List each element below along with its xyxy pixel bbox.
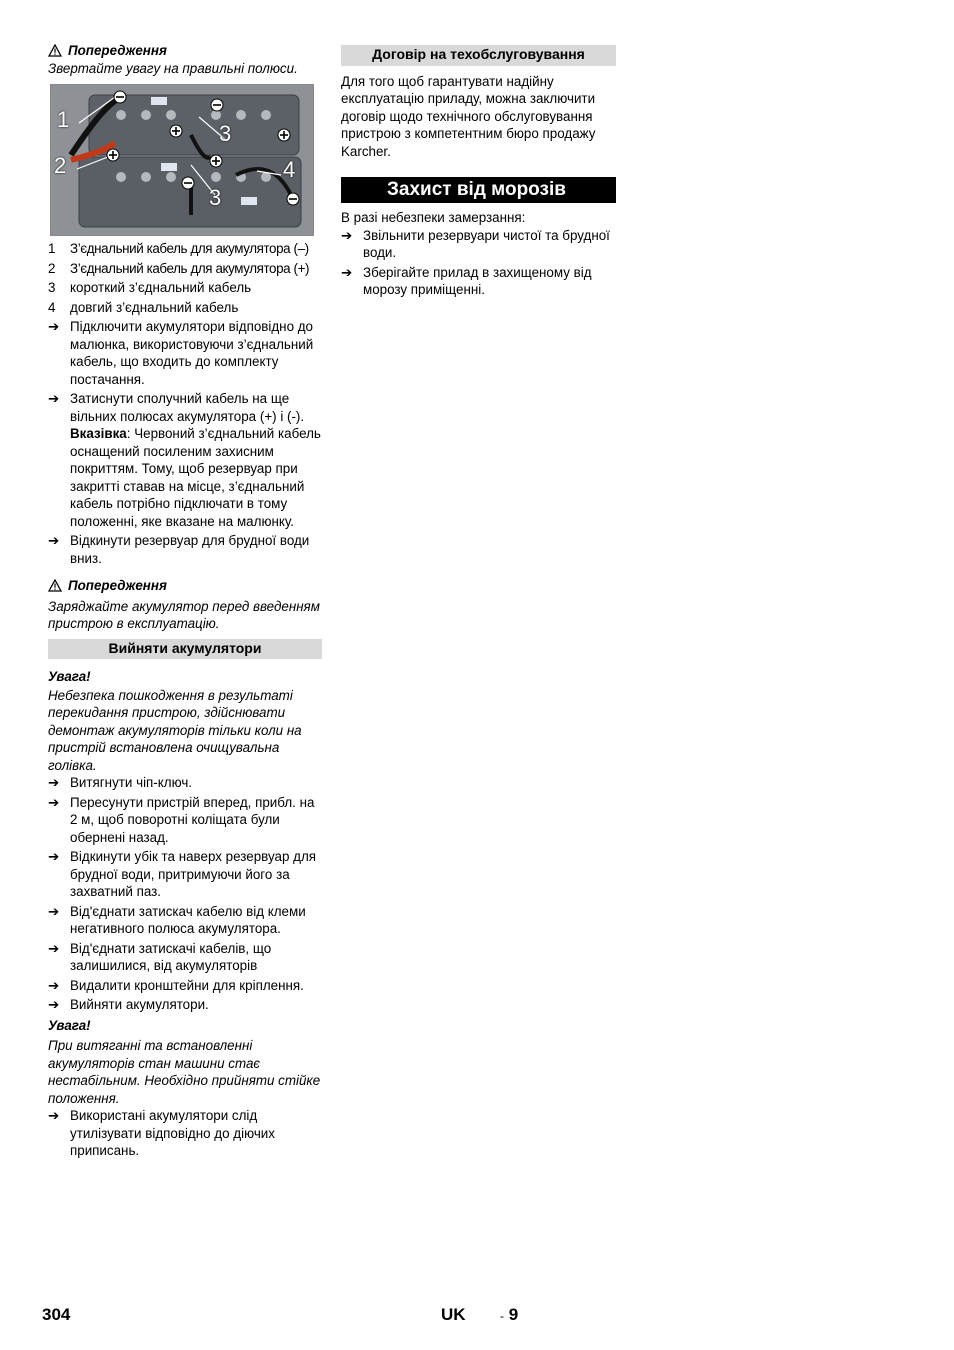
step-item: ➔ Витягнути чіп-ключ. xyxy=(48,775,193,790)
step-item: ➔ Відкинути убік та наверх резервуар для брудної води, притримуючи його за захватний паз. xyxy=(48,849,317,899)
footer-page-number: 304 xyxy=(42,1305,71,1324)
figure-legend xyxy=(48,240,322,316)
arrow-right-icon: ➔ xyxy=(48,1108,60,1123)
legend-item: 4 довгий з’єднальний кабель xyxy=(48,299,239,315)
footer-section-number: - 9 xyxy=(500,1305,519,1324)
figure-label-1: 1 xyxy=(57,107,70,132)
note-text: : Червоний з’єднальний кабель оснащений посиленим захисним покриттям. Тому, щоб резервуар при закритті ставав на місце, з’єднальний кабель потрібно підключати в тому положенні, яке вказане на малюнку. xyxy=(70,426,321,529)
arrow-right-icon: ➔ xyxy=(48,903,60,919)
figure-label-3a: 3 xyxy=(219,121,232,146)
warning-2-title: Попередження xyxy=(68,578,167,593)
arrow-right-icon: ➔ xyxy=(48,977,60,993)
figure-label-3b: 3 xyxy=(209,185,222,210)
section-service-contract: Договір на техобслуговування xyxy=(341,45,616,66)
arrow-right-icon: ➔ xyxy=(48,775,60,790)
service-contract-text: Для того щоб гарантувати надійну експлуатацію приладу, можна заключити договір щодо технічного обслуговування пристрою з компетентним бюро продажу Karcher. xyxy=(341,73,596,159)
arrow-right-icon: ➔ xyxy=(48,794,60,810)
arrow-right-icon: ➔ xyxy=(48,319,60,334)
step-item: ➔ Зберігайте прилад в захищеному від морозу приміщенні. xyxy=(341,264,592,297)
arrow-right-icon: ➔ xyxy=(48,533,60,548)
step-item: ➔ Від'єднати затискач кабелю від клеми негативного полюса акумулятора. xyxy=(48,903,306,936)
warning-1-title-row xyxy=(48,42,322,60)
frost-intro: В разі небезпеки замерзання: xyxy=(341,210,526,225)
legend-item: 1 З’єднальний кабель для акумулятора (–) xyxy=(48,241,309,256)
note-label: Вказівка xyxy=(70,426,127,441)
step-item: ➔ Пересунути пристрій вперед, прибл. на 2 м, щоб поворотні коліщата були обернені назад. xyxy=(48,794,315,845)
section-remove-batteries: Вийняти акумулятори xyxy=(48,639,322,660)
right-column xyxy=(341,45,616,299)
caution-2-text: При витяганні та встановленні акумуляторів стан машини стає нестабільним. Необхідно прийняти стійке положення. xyxy=(48,1038,321,1106)
battery-illustration xyxy=(51,85,313,235)
caution-1-text: Небезпека пошкодження в результаті перекидання пристрою, здійснювати демонтаж акумуляторів тільки коли на пристрій встановлена очищувальна голівка. xyxy=(48,687,302,773)
warning-1-title: Попередження xyxy=(68,43,167,58)
arrow-right-icon: ➔ xyxy=(48,997,60,1012)
warning-triangle-icon xyxy=(48,579,62,592)
warning-2-title-row xyxy=(48,577,322,595)
warning-2-text: Заряджайте акумулятор перед введенням пристрою в експлуатацію. xyxy=(48,598,320,631)
arrow-right-icon: ➔ xyxy=(341,264,353,280)
caution-2-title: Увага! xyxy=(48,1017,91,1033)
step-item: ➔ Відкинути резервуар для брудної води вниз. xyxy=(48,533,310,566)
figure-label-2: 2 xyxy=(54,153,67,178)
figure-label-4: 4 xyxy=(283,157,296,182)
caution-1-title: Увага! xyxy=(48,669,91,684)
step-item: ➔ Звільнити резервуари чистої та брудної води. xyxy=(341,227,610,260)
battery-figure xyxy=(50,84,314,236)
arrow-right-icon: ➔ xyxy=(48,849,60,864)
section-frost-protection: Захист від морозів xyxy=(341,177,616,203)
legend-item: 2 З’єднальний кабель для акумулятора (+) xyxy=(48,260,310,276)
step-item: ➔ Використані акумулятори слід утилізувати відповідно до діючих приписань. xyxy=(48,1108,275,1158)
step-item: ➔ Підключити акумулятори відповідно до малюнка, використовуючи з’єднальний кабель, що входить до комплекту постачання. xyxy=(48,319,314,387)
footer-language: UK xyxy=(441,1305,466,1324)
step-item: ➔ Від'єднати затискачі кабелів, що залишилися, від акумуляторів xyxy=(48,940,272,973)
arrow-right-icon: ➔ xyxy=(341,227,353,243)
legend-item: 3 короткий з’єднальний кабель xyxy=(48,280,252,295)
step-item: ➔ Вийняти акумулятори. xyxy=(48,997,209,1012)
arrow-right-icon: ➔ xyxy=(48,940,60,956)
left-column xyxy=(48,42,322,1160)
step-item: ➔ Видалити кронштейни для кріплення. xyxy=(48,977,304,993)
step-item: ➔ Затиснути сполучний кабель на ще вільних полюсах акумулятора (+) і (-). Вказівка: Червоний з’єднальний кабель оснащений посиленим захисним покриттям. Тому, щоб резервуар при закритті ставав на місце, з’єднальний кабель потрібно підключати в тому положенні, яке вказане на малюнку. xyxy=(48,391,321,529)
warning-1-text: Звертайте увагу на правильні полюси. xyxy=(48,60,298,76)
arrow-right-icon: ➔ xyxy=(48,391,60,406)
warning-triangle-icon xyxy=(48,44,62,57)
